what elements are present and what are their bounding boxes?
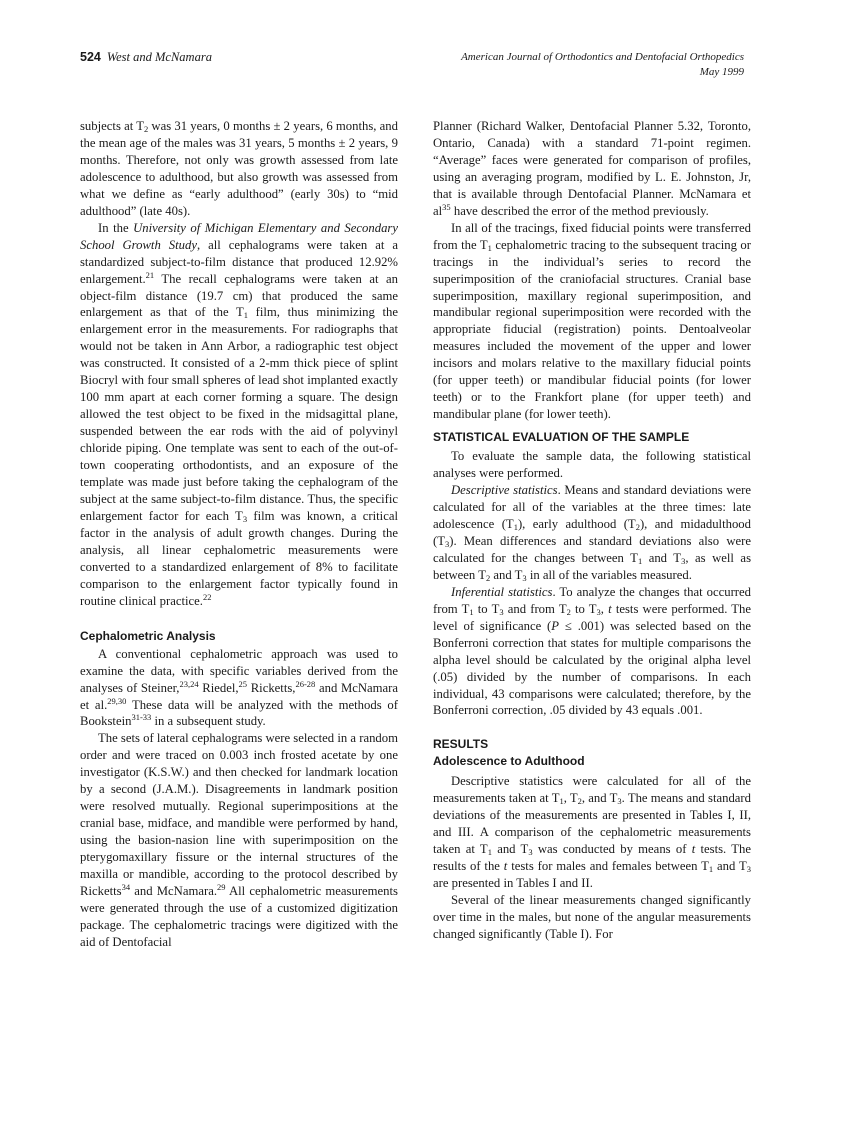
- paragraph: In the University of Michigan Elementary and Secondary School Growth Study, all cephalograms were taken at a standardized subject-to-film distance that produced 12.92% enlargement.$^{21}$ The recall cephalograms were taken at an object-film distance (19.7 cm) that produced the same enlargement as that of the $T_1$ film, thus minimizing the enlargement error in the measurements. For radiographs that would not be taken in Ann Arbor, a radiographic test object was constructed. It consisted of a 2-mm thick piece of splint Biocryl with four small spheres of lead shot implanted exactly 100 mm apart at each corner forming a square. The design allowed the test object to be fixed in the midsagittal plane, suspended between the ear rods with the aid of polyvinyl chloride piping. One template was sent to each of the out-of-town cooperating orthodontists, and an exposure of the template was made just before taking the cephalogram of the subject at the same subject-to-film distance. Thus, the specific enlargement factor for each $T_3$ film was known, a critical factor in the analysis of adult growth changes. During the analysis, all linear cephalometric measurements were converted to a standardized enlargement of 8% to facilitate comparison to the enlargement factor typically found in routine clinical practice.$^{22}$: [80, 220, 398, 608]
- paragraph: In all of the tracings, fixed fiducial points were transferred from the $T_1$ cephalometric tracing to the subsequent tracing or tracings in the individual’s series to record the superimposition of the craniofacial structures. Cranial base superimposition, maxillary regional superimposition, and mandibular regional superimposition were recorded with the appropriate fiducial (registration) points. Dentoalveolar measures included the movement of the upper and lower incisors and molars relative to the maxillary fiducial points (for upper teeth) or mandibular fiducial points (for lower teeth) or to the Frankfort plane (for upper teeth) and mandibular plane (for lower teeth).: [433, 220, 751, 422]
- paragraph: Planner (Richard Walker, Dentofacial Planner 5.32, Toronto, Ontario, Canada) with a standard 71-point regimen. “Average” faces were generated for comparison of profiles, using an averaging program, modified by L. E. Johnston, Jr, that is available through Dentofacial Planner. McNamara et $al^{35}$ have described the error of the method previously.: [433, 119, 751, 218]
- section-heading: STATISTICAL EVALUATION OF THE SAMPLE: [433, 430, 690, 445]
- paragraph: subjects at $T_2$ was 31 years, 0 months ± 2 years, 6 months, and the mean age of the males was 31 years, 5 months ± 2 years, 9 months. Therefore, not only was growth assessed from late adolescence to adulthood, but also growth was assessed from what we define as “early adulthood” (early 30s) to “mid adulthood” (late 40s).: [80, 119, 398, 218]
- issue-date: May 1999: [699, 66, 744, 78]
- paragraph: The sets of lateral cephalograms were selected in a random order and were traced on 0.003 inch frosted acetate by one investigator (K.S.W.) and then checked for landmark location by a second (J.A.M.). Disagreements in landmark position were resolved mutually. Regional superimpositions at the cranial base, midface, and mandible were performed by hand, using the basion-nasion line with superimposition on the pterygomaxillary fissure or the internal structures of the maxilla or mandible, according to the protocol described by Ricketts$^{34}$ and McNamara.$^{29}$ All cephalometric measurements were generated through the use of a customized digitization package. The cephalometric tracings were digitized with the aid of Dentofacial: [80, 731, 398, 949]
- page-number: 524: [80, 50, 101, 64]
- subsection-heading: Adolescence to Adulthood: [433, 754, 585, 769]
- paragraph: To evaluate the sample data, the following statistical analyses were performed.: [433, 449, 751, 481]
- paragraph: Descriptive statistics. Means and standard deviations were calculated for all of the variables at the three times: late adolescence $(T_1)$, early adulthood $(T_2)$, and midadulthood $(T_3)$. Mean differences and standard deviations also were calculated for the changes between $T_1$ and $T_3$, as well as between $T_2$ and $T_3$ in all of the variables measured.: [433, 483, 752, 583]
- journal-name: American Journal of Orthodontics and Dentofacial Orthopedics: [461, 51, 744, 63]
- right-column: [433, 118, 751, 943]
- left-column: [80, 118, 398, 951]
- section-heading: RESULTS: [433, 737, 489, 752]
- paragraph: Descriptive statistics were calculated for all of the measurements taken at $T_1$, $T_2$, and $T_3$. The means and standard deviations of the measurements are presented in Tables I, II, and III. A comparison of the cephalometric measurements taken at $T_1$ and $T_3$ was conducted by means of t tests. The results of the t tests for males and females between $T_1$ and $T_3$ are presented in Tables I and II.: [433, 774, 751, 891]
- running-authors: West and McNamara: [106, 50, 212, 64]
- section-heading: Cephalometric Analysis: [80, 628, 216, 643]
- paragraph: Inferential statistics. To analyze the changes that occurred from $T_1$ to $T_3$ and from $T_2$ to $T_3$, t tests were performed. The level of significance (P ≤ .001) was selected based on the Bonferroni correction that states for multiple comparisons the alpha level should be calculated by the original alpha level (.05) divided by the number of comparisons. In each individual, 43 comparisons were calculated; therefore, by the Bonferroni correction, .05 divided by 43 equals .001.: [433, 584, 752, 718]
- paragraph: Several of the linear measurements changed significantly over time in the males, but none of the angular measurements changed significantly (Table I). For: [433, 893, 751, 941]
- running-header-right: [461, 50, 744, 80]
- paragraph: A conventional cephalometric approach was used to examine the data, with specific variables derived from the analyses of Steiner,$^{23,24}$ Riedel,$^{25}$ Ricketts,$^{26-28}$ and McNamara et al.$^{29,30}$ These data will be analyzed with the methods of Bookstein$^{31-33}$ in a subsequent study.: [80, 646, 399, 729]
- running-header-left: [80, 50, 212, 65]
